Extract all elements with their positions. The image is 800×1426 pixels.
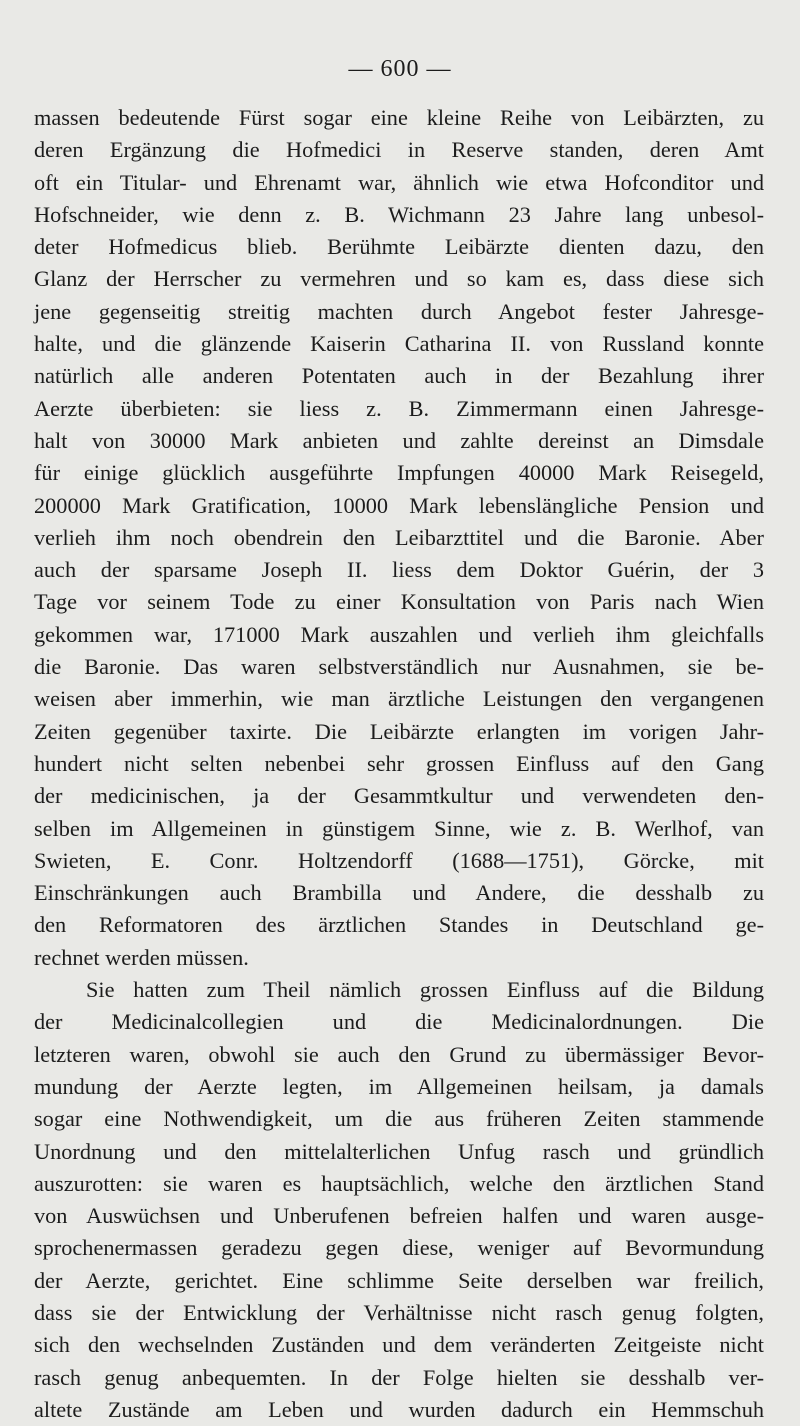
text-line: Einschränkungen auch Brambilla und Andere, die desshalb zu <box>34 880 764 906</box>
text-line: Zeiten gegenüber taxirte. Die Leibärzte erlangten im vorigen Jahr- <box>34 718 764 744</box>
text-line: Glanz der Herrscher zu vermehren und so kam es, dass diese sich <box>34 266 764 292</box>
text-line: auch der sparsame Joseph II. liess dem Doktor Guérin, der 3 <box>34 557 764 583</box>
text-line: die Baronie. Das waren selbstverständlich nur Ausnahmen, sie be- <box>34 654 764 680</box>
text-line: massen bedeutende Fürst sogar eine kleine Reihe von Leibärzten, zu <box>34 105 764 130</box>
text-line: natürlich alle anderen Potentaten auch in der Bezahlung ihrer <box>34 363 764 389</box>
text-line: Sie hatten zum Theil nämlich grossen Einfluss auf die Bildung <box>86 977 764 1003</box>
text-line: halte, und die glänzende Kaiserin Catharina II. von Russland konnte <box>34 331 764 357</box>
text-line: Tage vor seinem Tode zu einer Konsultation von Paris nach Wien <box>34 589 764 615</box>
text-line: gekommen war, 171000 Mark auszahlen und verlieh ihm gleichfalls <box>34 621 764 647</box>
text-line: Aerzte überbieten: sie liess z. B. Zimmermann einen Jahresge- <box>34 395 764 421</box>
text-line: den Reformatoren des ärztlichen Standes in Deutschland ge- <box>34 912 764 938</box>
text-line: deter Hofmedicus blieb. Berühmte Leibärzte dienten dazu, den <box>34 234 764 260</box>
text-line: 200000 Mark Gratification, 10000 Mark lebenslängliche Pension und <box>34 492 764 518</box>
text-line: der Medicinalcollegien und die Medicinalordnungen. Die <box>34 1009 764 1035</box>
text-line: letzteren waren, obwohl sie auch den Grund zu übermässiger Bevor- <box>34 1041 764 1067</box>
text-line: der medicinischen, ja der Gesammtkultur und verwendeten den- <box>34 783 764 809</box>
text-line: mundung der Aerzte legten, im Allgemeinen heilsam, ja damals <box>34 1073 764 1099</box>
text-line: Unordnung und den mittelalterlichen Unfug rasch und gründlich <box>34 1138 764 1164</box>
text-line: hundert nicht selten nebenbei sehr grossen Einfluss auf den Gang <box>34 750 764 776</box>
text-line: weisen aber immerhin, wie man ärztliche Leistungen den vergangenen <box>34 686 764 712</box>
text-line: jene gegenseitig streitig machten durch Angebot fester Jahresge- <box>34 298 764 324</box>
body-text <box>34 102 764 1426</box>
text-line: sogar eine Nothwendigkeit, um die aus früheren Zeiten stammende <box>34 1106 764 1132</box>
page-number: — 600 — <box>348 56 452 82</box>
text-line: sprochenermassen geradezu gegen diese, weniger auf Bevormundung <box>34 1235 764 1261</box>
text-line: sich den wechselnden Zuständen und dem veränderten Zeitgeiste nicht <box>34 1332 764 1358</box>
text-line: oft ein Titular- und Ehrenamt war, ähnlich wie etwa Hofconditor und <box>34 169 764 195</box>
text-line: deren Ergänzung die Hofmedici in Reserve standen, deren Amt <box>34 137 764 163</box>
text-line: Swieten, E. Conr. Holtzendorff (1688—1751), Görcke, mit <box>34 847 764 873</box>
text-line: dass sie der Entwicklung der Verhältnisse nicht rasch genug folgten, <box>34 1299 764 1325</box>
text-line: für einige glücklich ausgeführte Impfungen 40000 Mark Reisegeld, <box>34 460 764 486</box>
text-line: rechnet werden müssen. <box>34 944 249 970</box>
text-line: Hofschneider, wie denn z. B. Wichmann 23 Jahre lang unbesol- <box>34 201 764 227</box>
text-line: auszurotten: sie waren es hauptsächlich, welche den ärztlichen Stand <box>34 1170 764 1196</box>
text-line: altete Zustände am Leben und wurden dadurch ein Hemmschuh <box>34 1396 764 1422</box>
text-line: verlieh ihm noch obendrein den Leibarzttitel und die Baronie. Aber <box>34 524 764 550</box>
text-line: rasch genug anbequemten. In der Folge hielten sie desshalb ver- <box>34 1364 764 1390</box>
text-line: der Aerzte, gerichtet. Eine schlimme Seite derselben war freilich, <box>34 1267 764 1293</box>
text-line: halt von 30000 Mark anbieten und zahlte dereinst an Dimsdale <box>34 427 764 453</box>
text-line: selben im Allgemeinen in günstigem Sinne, wie z. B. Werlhof, van <box>34 815 764 841</box>
text-line: von Auswüchsen und Unberufenen befreien halfen und waren ausge- <box>34 1203 764 1229</box>
